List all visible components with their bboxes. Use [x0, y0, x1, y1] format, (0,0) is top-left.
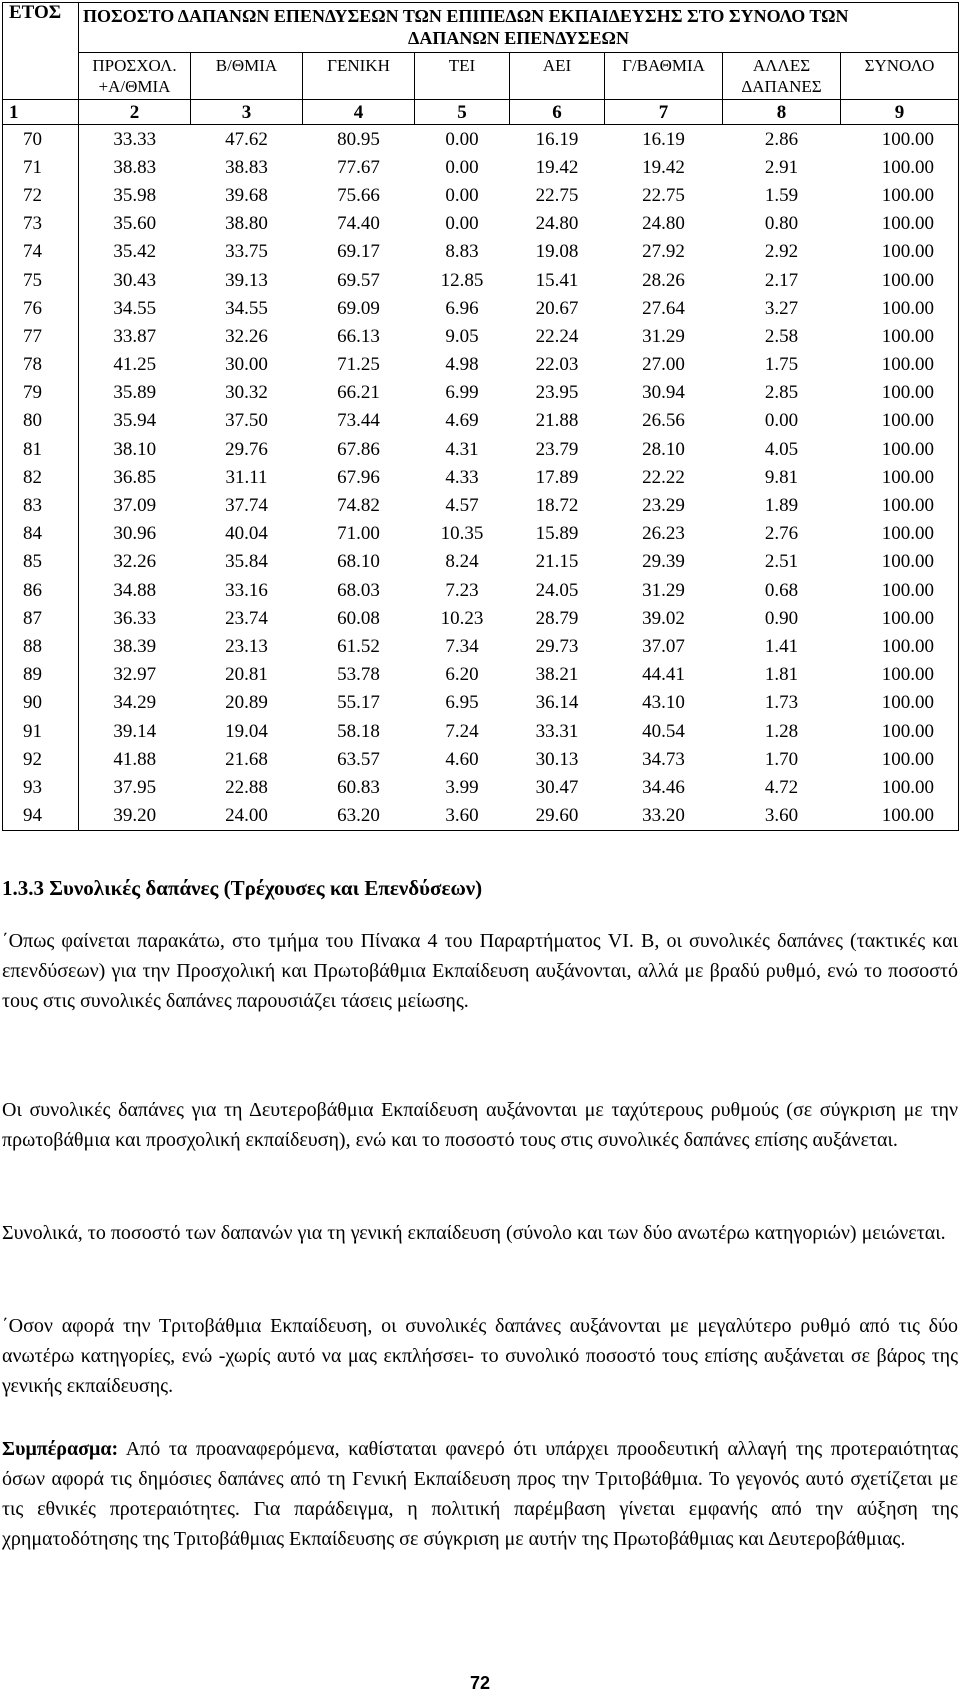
year-cell: 90 [3, 689, 79, 717]
column-number: 3 [191, 100, 303, 125]
value-cell: 35.89 [113, 382, 157, 404]
table-row [3, 802, 959, 831]
value-cell: 0.00 [445, 184, 479, 206]
value-cell: 4.72 [764, 776, 799, 798]
value-cell: 6.95 [445, 692, 479, 714]
value-cell: 30.13 [535, 748, 579, 770]
value-cell: 41.88 [113, 748, 157, 770]
value-cell: 19.42 [535, 156, 579, 178]
table-title [79, 3, 959, 53]
value-cell: 55.17 [337, 692, 380, 714]
value-cell: 1.81 [764, 664, 799, 686]
value-cell: 73.44 [337, 410, 380, 432]
year-cell: 91 [3, 717, 79, 745]
conclusion-text: Από τα προαναφερόμενα, καθίσταται φανερό ότι υπάρχει προοδευτική αλλαγή της προτεραιότητας όσων αφορά τις δημόσιες δαπάνες από τη Γενική Εκπαίδευση προς την Τριτοβάθμια. Το γεγονός αυτό σχετίζεται με τις εθνικές προτεραιότητες. Για παράδειγμα, η πολιτική παρέμβαση γίνεται εμφανής από την αύξηση της χρηματοδότησης της Τριτοβάθμιας Εκπαίδευσης σε σύγκριση με αυτήν της Πρωτοβάθμιας και Δευτεροβάθμιας. [2, 1438, 958, 1550]
value-cell: 38.39 [113, 635, 157, 657]
value-cell: 36.85 [113, 466, 157, 488]
value-cell: 33.75 [225, 241, 268, 263]
year-cell: 84 [3, 520, 79, 548]
value-cell: 31.29 [642, 325, 685, 347]
year-cell: 93 [3, 773, 79, 801]
value-cell: 33.33 [113, 128, 157, 150]
value-cell: 100.00 [841, 266, 959, 294]
value-cell: 100.00 [841, 463, 959, 491]
value-cell: 23.29 [642, 495, 685, 517]
year-cell: 74 [3, 238, 79, 266]
value-cell: 100.00 [841, 802, 959, 831]
year-cell: 88 [3, 632, 79, 660]
value-cell: 100.00 [841, 153, 959, 181]
value-cell: 23.95 [535, 382, 579, 404]
value-cell: 6.20 [445, 664, 479, 686]
column-number: 4 [303, 100, 415, 125]
table-row [3, 717, 959, 745]
table-row [3, 379, 959, 407]
value-cell: 22.03 [535, 354, 579, 376]
value-cell: 100.00 [841, 576, 959, 604]
value-cell: 9.81 [764, 466, 799, 488]
column-number: 7 [605, 100, 723, 125]
year-cell: 71 [3, 153, 79, 181]
column-header-row [3, 53, 959, 100]
value-cell: 35.42 [113, 241, 157, 263]
value-cell: 31.11 [225, 466, 268, 488]
column-number: 6 [510, 100, 605, 125]
column-header [723, 53, 841, 100]
column-header [415, 53, 510, 100]
column-number: 5 [415, 100, 510, 125]
table-row [3, 576, 959, 604]
column-header-line1: ΤΕΙ [448, 56, 476, 75]
value-cell: 33.31 [535, 720, 579, 742]
value-cell: 0.00 [445, 213, 479, 235]
year-cell: 77 [3, 322, 79, 350]
value-cell: 28.10 [642, 438, 685, 460]
value-cell: 69.17 [337, 241, 380, 263]
column-header [303, 53, 415, 100]
table-row [3, 491, 959, 519]
table-row [3, 520, 959, 548]
value-cell: 100.00 [841, 604, 959, 632]
value-cell: 68.03 [337, 579, 380, 601]
value-cell: 4.98 [445, 354, 479, 376]
value-cell: 40.54 [642, 720, 685, 742]
value-cell: 100.00 [841, 181, 959, 209]
value-cell: 75.66 [337, 184, 380, 206]
value-cell: 38.80 [225, 213, 268, 235]
year-cell: 72 [3, 181, 79, 209]
value-cell: 22.22 [642, 466, 685, 488]
year-cell: 89 [3, 661, 79, 689]
value-cell: 4.60 [445, 748, 479, 770]
value-cell: 100.00 [841, 661, 959, 689]
value-cell: 100.00 [841, 351, 959, 379]
value-cell: 31.29 [642, 579, 685, 601]
value-cell: 1.89 [764, 495, 799, 517]
value-cell: 68.10 [337, 551, 380, 573]
value-cell: 100.00 [841, 435, 959, 463]
value-cell: 22.88 [225, 776, 268, 798]
value-cell: 24.05 [535, 579, 579, 601]
value-cell: 20.81 [225, 664, 268, 686]
value-cell: 24.00 [191, 802, 303, 831]
year-cell: 80 [3, 407, 79, 435]
column-number: 8 [723, 100, 841, 125]
table-title-line2: ΔΑΠΑΝΩΝ ΕΠΕΝΔΥΣΕΩΝ [408, 28, 629, 48]
year-cell: 81 [3, 435, 79, 463]
column-header-line1: ΑΕΙ [542, 56, 572, 75]
value-cell: 100.00 [841, 125, 959, 154]
column-number: 2 [79, 100, 191, 125]
value-cell: 4.57 [445, 495, 479, 517]
value-cell: 100.00 [841, 548, 959, 576]
year-cell: 79 [3, 379, 79, 407]
value-cell: 15.41 [535, 269, 579, 291]
paragraph-conclusion [2, 1434, 958, 1554]
value-cell: 2.17 [764, 269, 799, 291]
value-cell: 29.76 [225, 438, 268, 460]
value-cell: 30.32 [225, 382, 268, 404]
value-cell: 36.14 [535, 692, 579, 714]
value-cell: 37.74 [225, 495, 268, 517]
value-cell: 33.87 [113, 325, 157, 347]
value-cell: 19.42 [642, 156, 685, 178]
year-column-header: ΕΤΟΣ [3, 3, 79, 100]
value-cell: 33.16 [225, 579, 268, 601]
value-cell: 16.19 [535, 128, 579, 150]
value-cell: 37.50 [225, 410, 268, 432]
value-cell: 4.05 [764, 438, 799, 460]
value-cell: 21.15 [535, 551, 579, 573]
value-cell: 100.00 [841, 491, 959, 519]
value-cell: 100.00 [841, 520, 959, 548]
value-cell: 21.68 [225, 748, 268, 770]
column-number: 1 [3, 100, 79, 125]
value-cell: 24.80 [535, 213, 579, 235]
year-cell: 82 [3, 463, 79, 491]
value-cell: 100.00 [841, 745, 959, 773]
value-cell: 1.70 [764, 748, 799, 770]
value-cell: 0.00 [445, 156, 479, 178]
value-cell: 18.72 [535, 495, 579, 517]
value-cell: 8.83 [445, 241, 479, 263]
value-cell: 23.13 [225, 635, 268, 657]
value-cell: 37.95 [113, 776, 157, 798]
value-cell: 35.84 [225, 551, 268, 573]
value-cell: 47.62 [225, 128, 268, 150]
value-cell: 77.67 [337, 156, 380, 178]
column-header-line1: ΓΕΝΙΚΗ [327, 56, 390, 75]
value-cell: 26.56 [642, 410, 685, 432]
value-cell: 2.92 [764, 241, 799, 263]
value-cell: 1.41 [764, 635, 799, 657]
table-row [3, 238, 959, 266]
year-cell: 87 [3, 604, 79, 632]
table-row [3, 463, 959, 491]
value-cell: 6.96 [445, 297, 479, 319]
value-cell: 35.94 [113, 410, 157, 432]
year-cell: 75 [3, 266, 79, 294]
value-cell: 35.60 [113, 213, 157, 235]
value-cell: 74.82 [337, 495, 380, 517]
table-row [3, 773, 959, 801]
table-body [3, 125, 959, 831]
year-cell: 86 [3, 576, 79, 604]
table-row [3, 435, 959, 463]
value-cell: 36.33 [113, 607, 157, 629]
value-cell: 34.73 [642, 748, 685, 770]
value-cell: 67.86 [337, 438, 380, 460]
year-cell: 92 [3, 745, 79, 773]
year-cell: 73 [3, 210, 79, 238]
value-cell: 7.24 [445, 720, 479, 742]
value-cell: 34.55 [113, 297, 157, 319]
value-cell: 74.40 [337, 213, 380, 235]
value-cell: 100.00 [841, 717, 959, 745]
value-cell: 34.29 [113, 692, 157, 714]
conclusion-label: Συμπέρασμα: [2, 1438, 119, 1460]
value-cell: 30.94 [642, 382, 685, 404]
value-cell: 2.91 [764, 156, 799, 178]
value-cell: 3.27 [764, 297, 799, 319]
value-cell: 32.26 [113, 551, 157, 573]
value-cell: 34.55 [225, 297, 268, 319]
section-heading: 1.3.3 Συνολικές δαπάνες (Τρέχουσες και Επενδύσεων) [2, 876, 483, 900]
value-cell: 100.00 [841, 773, 959, 801]
column-header-line1: ΠΡΟΣΧΟΛ. [92, 56, 177, 75]
value-cell: 61.52 [337, 635, 380, 657]
value-cell: 28.26 [642, 269, 685, 291]
paragraph-preschool-primary: ΄Οπως φαίνεται παρακάτω, στο τμήμα του Πίνακα 4 του Παραρτήματος VI. B, οι συνολικές δαπάνες (τακτικές και επενδύσεων) για την Προσχολική και Πρωτοβάθμια Εκπαίδευση αυξάνονται, αλλά με βραδύ ρυθμό, ενώ το ποσοστό τους στις συνολικές δαπάνες παρουσιάζει τάσεις μείωσης. [2, 930, 958, 1012]
value-cell: 71.25 [337, 354, 380, 376]
value-cell: 15.89 [535, 523, 579, 545]
value-cell: 80.95 [337, 128, 380, 150]
value-cell: 43.10 [642, 692, 685, 714]
value-cell: 37.07 [642, 635, 685, 657]
year-cell: 85 [3, 548, 79, 576]
value-cell: 39.14 [113, 720, 157, 742]
value-cell: 53.78 [337, 664, 380, 686]
value-cell: 9.05 [445, 325, 479, 347]
table-row [3, 153, 959, 181]
paragraph-general: Συνολικά, το ποσοστό των δαπανών για τη γενική εκπαίδευση (σύνολο και των δύο ανωτέρω κατηγοριών) μειώνεται. [2, 1222, 946, 1244]
value-cell: 23.74 [225, 607, 268, 629]
column-header-line2: ΔΑΠΑΝΕΣ [741, 77, 822, 96]
value-cell: 4.33 [445, 466, 479, 488]
value-cell: 35.98 [113, 184, 157, 206]
value-cell: 0.00 [445, 128, 479, 150]
value-cell: 22.75 [642, 184, 685, 206]
value-cell: 100.00 [841, 238, 959, 266]
table-title-line1: ΠΟΣΟΣΤΟ ΔΑΠΑΝΩΝ ΕΠΕΝΔΥΣΕΩΝ ΤΩΝ ΕΠΙΠΕΔΩΝ ΕΚΠΑΙΔΕΥΣΗΣ ΣΤΟ ΣΥΝΟΛΟ ΤΩΝ [83, 6, 849, 26]
value-cell: 23.79 [535, 438, 579, 460]
table-row [3, 661, 959, 689]
value-cell: 2.85 [764, 382, 799, 404]
value-cell: 44.41 [642, 664, 685, 686]
value-cell: 1.73 [764, 692, 799, 714]
value-cell: 19.04 [225, 720, 268, 742]
value-cell: 69.09 [337, 297, 380, 319]
value-cell: 39.02 [642, 607, 685, 629]
value-cell: 69.57 [337, 269, 380, 291]
paragraph-tertiary: ΄Οσον αφορά την Τριτοβάθμια Εκπαίδευση, οι συνολικές δαπάνες αυξάνονται με μεγαλύτερο ρυθμό από τις δύο ανωτέρω κατηγορίες, ενώ -χωρίς αυτό να μας εκπλήσσει- το συνολικό ποσοστό τους επίσης αυξάνεται σε βάρος της γενικής εκπαίδευσης. [2, 1315, 958, 1397]
value-cell: 29.73 [535, 635, 579, 657]
value-cell: 4.31 [445, 438, 479, 460]
value-cell: 60.83 [337, 776, 380, 798]
value-cell: 3.60 [415, 802, 510, 831]
column-header-line2: +Α/ΘΜΙΑ [98, 77, 171, 96]
value-cell: 22.24 [535, 325, 579, 347]
value-cell: 28.79 [535, 607, 579, 629]
value-cell: 38.83 [113, 156, 157, 178]
value-cell: 32.97 [113, 664, 157, 686]
value-cell: 17.89 [535, 466, 579, 488]
value-cell: 33.20 [605, 802, 723, 831]
value-cell: 100.00 [841, 689, 959, 717]
value-cell: 63.57 [337, 748, 380, 770]
value-cell: 41.25 [113, 354, 157, 376]
value-cell: 30.96 [113, 523, 157, 545]
value-cell: 7.34 [445, 635, 479, 657]
value-cell: 20.67 [535, 297, 579, 319]
value-cell: 2.58 [764, 325, 799, 347]
value-cell: 27.92 [642, 241, 685, 263]
value-cell: 3.60 [723, 802, 841, 831]
value-cell: 10.35 [440, 523, 484, 545]
value-cell: 100.00 [841, 379, 959, 407]
value-cell: 100.00 [841, 294, 959, 322]
column-header-line1: Γ/ΒΑΘΜΙΑ [622, 56, 705, 75]
value-cell: 39.20 [79, 802, 191, 831]
value-cell: 7.23 [445, 579, 479, 601]
value-cell: 16.19 [642, 128, 685, 150]
value-cell: 12.85 [440, 269, 484, 291]
column-header-line1: Β/ΘΜΙΑ [215, 56, 278, 75]
column-header [841, 53, 959, 100]
value-cell: 29.39 [642, 551, 685, 573]
column-header-line1: ΣΥΝΟΛΟ [864, 56, 935, 75]
table-row [3, 125, 959, 154]
column-number: 9 [841, 100, 959, 125]
value-cell: 2.76 [764, 523, 799, 545]
value-cell: 2.51 [764, 551, 799, 573]
year-cell: 78 [3, 351, 79, 379]
table-row [3, 322, 959, 350]
value-cell: 1.28 [764, 720, 799, 742]
value-cell: 6.99 [445, 382, 479, 404]
value-cell: 27.64 [642, 297, 685, 319]
value-cell: 38.10 [113, 438, 157, 460]
year-cell: 94 [3, 802, 79, 831]
column-header [191, 53, 303, 100]
year-cell: 70 [3, 125, 79, 154]
table-row [3, 181, 959, 209]
value-cell: 34.88 [113, 579, 157, 601]
value-cell: 0.90 [764, 607, 799, 629]
table-row [3, 689, 959, 717]
value-cell: 40.04 [225, 523, 268, 545]
value-cell: 22.75 [535, 184, 579, 206]
value-cell: 58.18 [337, 720, 380, 742]
table-row [3, 351, 959, 379]
value-cell: 38.21 [535, 664, 579, 686]
column-header [605, 53, 723, 100]
value-cell: 38.83 [225, 156, 268, 178]
value-cell: 71.00 [337, 523, 380, 545]
value-cell: 100.00 [841, 210, 959, 238]
value-cell: 39.13 [225, 269, 268, 291]
value-cell: 66.21 [337, 382, 380, 404]
value-cell: 32.26 [225, 325, 268, 347]
value-cell: 20.89 [225, 692, 268, 714]
value-cell: 4.69 [445, 410, 479, 432]
value-cell: 26.23 [642, 523, 685, 545]
value-cell: 37.09 [113, 495, 157, 517]
table-row [3, 548, 959, 576]
value-cell: 100.00 [841, 632, 959, 660]
table-row [3, 632, 959, 660]
value-cell: 1.75 [764, 354, 799, 376]
column-number-row [3, 100, 959, 125]
value-cell: 0.80 [764, 213, 799, 235]
value-cell: 2.86 [764, 128, 799, 150]
value-cell: 0.00 [764, 410, 799, 432]
value-cell: 21.88 [535, 410, 579, 432]
value-cell: 1.59 [764, 184, 799, 206]
table-row [3, 745, 959, 773]
table-row [3, 266, 959, 294]
value-cell: 30.00 [225, 354, 268, 376]
value-cell: 39.68 [225, 184, 268, 206]
value-cell: 100.00 [841, 322, 959, 350]
value-cell: 30.43 [113, 269, 157, 291]
column-header-line1: ΑΛΛΕΣ [752, 56, 811, 75]
value-cell: 63.20 [303, 802, 415, 831]
value-cell: 10.23 [440, 607, 484, 629]
value-cell: 67.96 [337, 466, 380, 488]
value-cell: 34.46 [642, 776, 685, 798]
value-cell: 8.24 [445, 551, 479, 573]
column-header [79, 53, 191, 100]
table-row [3, 407, 959, 435]
investment-percentage-table [2, 2, 959, 831]
value-cell: 27.00 [642, 354, 685, 376]
value-cell: 100.00 [841, 407, 959, 435]
value-cell: 30.47 [535, 776, 579, 798]
value-cell: 29.60 [510, 802, 605, 831]
value-cell: 19.08 [535, 241, 579, 263]
table-row [3, 604, 959, 632]
value-cell: 3.99 [445, 776, 479, 798]
value-cell: 60.08 [337, 607, 380, 629]
value-cell: 66.13 [337, 325, 380, 347]
column-header [510, 53, 605, 100]
paragraph-secondary: Οι συνολικές δαπάνες για τη Δευτεροβάθμια Εκπαίδευση αυξάνονται με ταχύτερους ρυθμούς (σε σύγκριση με την πρωτοβάθμια και προσχολική εκπαίδευση), ενώ και το ποσοστό τους στις συνολικές δαπάνες επίσης αυξάνεται. [2, 1099, 958, 1151]
value-cell: 24.80 [642, 213, 685, 235]
value-cell: 0.68 [764, 579, 799, 601]
year-cell: 83 [3, 491, 79, 519]
table-row [3, 294, 959, 322]
table-row [3, 210, 959, 238]
page-number: 72 [469, 1673, 491, 1693]
year-cell: 76 [3, 294, 79, 322]
